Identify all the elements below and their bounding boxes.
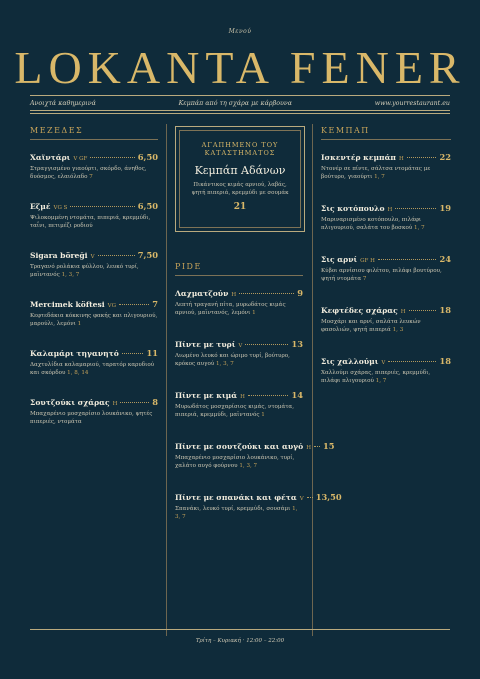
kebab-list xyxy=(321,152,451,385)
description-text: Μυρωδάτος μοσχαρίσιος κιμάς, ντομάτα, πιπεριά, κρεμμύδι, μαϊντανός xyxy=(175,404,294,418)
description-text: Ψιλοκομμένη ντομάτα, πιπεριά, κρεμμύδι, ταΐνι, πετιμέζι ροδιού xyxy=(30,215,151,229)
dietary-tag: H xyxy=(231,292,237,298)
kebab-column xyxy=(321,126,451,385)
menu-item-row xyxy=(175,288,303,298)
menu-item-row xyxy=(175,441,335,451)
column-divider-right xyxy=(312,124,313,636)
featured-description: Πικάντικος κιμάς αρνιού, λαβάς, ψητή πιπεριά, κρεμμύδι με σουμάκ xyxy=(191,182,289,196)
dot-leader xyxy=(395,208,436,209)
dot-leader xyxy=(120,402,149,403)
menu-item-name: Λαχματζούν xyxy=(175,289,229,298)
pide-heading-rule xyxy=(175,275,303,276)
allergen-codes: 1, 3, 7 xyxy=(216,361,234,367)
menu-item-row xyxy=(30,348,158,358)
dietary-tag: V xyxy=(238,343,243,349)
top-label: Μενού xyxy=(228,28,252,35)
menu-item-price: 22 xyxy=(439,152,451,162)
featured-dish-box xyxy=(175,126,305,232)
header-rule-bottom xyxy=(30,110,450,111)
dietary-tag: H xyxy=(398,156,404,162)
restaurant-title: LOKANTA FENER xyxy=(14,42,466,93)
menu-item-price: 18 xyxy=(439,356,451,366)
kebab-heading: ΚΕΜΠΑΠ xyxy=(321,126,370,135)
dietary-tag: V xyxy=(299,496,304,502)
website-link[interactable]: www.yourrestaurant.eu xyxy=(374,99,450,107)
menu-item-price: 6,50 xyxy=(137,152,158,162)
menu-item-name: Mercimek köftesi xyxy=(30,300,105,309)
menu-item xyxy=(30,397,158,426)
menu-item-row xyxy=(175,390,303,400)
allergen-codes: 1, 7 xyxy=(414,225,425,231)
dietary-tag: V GF xyxy=(73,156,88,162)
menu-item-name: Πίντε με σουτζούκι και αυγό xyxy=(175,442,304,451)
menu-item xyxy=(30,348,158,377)
description-text: Μαριναρισμένο κοτόπουλο, πιλάφι πλιγουριού, σαλάτα του βοσκού xyxy=(321,217,422,231)
meze-heading: ΜΕΖΕΔΕΣ xyxy=(30,126,84,135)
meze-list xyxy=(30,152,158,426)
pide-heading: PIDE xyxy=(175,262,202,271)
menu-item-price: 13,50 xyxy=(315,492,342,502)
menu-item-row xyxy=(30,250,158,260)
info-strip xyxy=(30,97,450,109)
menu-item-description xyxy=(321,369,451,385)
menu-item xyxy=(30,201,158,230)
menu-item-name: Κεφτέδες σχάρας xyxy=(321,306,398,315)
pide-list xyxy=(175,288,342,521)
meze-column xyxy=(30,126,158,426)
menu-item-price: 9 xyxy=(297,288,303,298)
menu-item-name: Πίντε με κιμά xyxy=(175,391,238,400)
menu-item-description xyxy=(321,267,451,283)
allergen-codes: 1, 3, 7 xyxy=(175,506,298,520)
dot-leader xyxy=(90,157,134,158)
menu-item-price: 6,50 xyxy=(137,201,158,211)
menu-item-description xyxy=(30,361,158,377)
menu-item-description xyxy=(175,403,303,419)
header-rule-top xyxy=(30,95,450,96)
description-text: Κύβοι αρνίσιου φιλέτου, πιλάφι βουτύρου, ψητή ντομάτα xyxy=(321,268,442,282)
allergen-codes: 7 xyxy=(362,276,367,282)
menu-item-description xyxy=(321,216,451,232)
allergen-codes: 1, 8, 14 xyxy=(67,370,89,376)
menu-item xyxy=(175,390,303,419)
description-text: Μπαχαρένιο μοσχαρίσιο λουκάνικο, τυρί, χαλάτο αυγό φούρνου xyxy=(175,455,295,469)
menu-item-description xyxy=(30,312,158,328)
menu-item xyxy=(321,203,451,232)
allergen-codes: 7 xyxy=(89,174,93,180)
menu-item-price: 14 xyxy=(291,390,303,400)
menu-item xyxy=(321,305,451,334)
menu-item-description xyxy=(175,301,303,317)
dot-leader xyxy=(378,259,437,260)
menu-item-price: 18 xyxy=(439,305,451,315)
dot-leader xyxy=(407,157,437,158)
description-text: Ντονέρ σε πίντε, σάλτσα ντομάτας με βούτυρο, γιαούρτι xyxy=(321,166,431,180)
menu-item xyxy=(30,299,158,328)
featured-price: 21 xyxy=(233,202,247,212)
menu-item-row xyxy=(30,397,158,407)
menu-item-row xyxy=(321,356,451,366)
menu-item-name: Πίντε με σπανάκι και φέτα xyxy=(175,493,297,502)
menu-item-name: Ισκεντέρ κεμπάπ xyxy=(321,153,396,162)
allergen-codes: 1 xyxy=(77,321,82,327)
dot-leader xyxy=(314,446,320,447)
allergen-codes: 1 xyxy=(252,310,256,316)
menu-item-description xyxy=(30,263,158,279)
menu-item-price: 8 xyxy=(152,397,158,407)
menu-item-name: Σις κοτόπουλο xyxy=(321,204,385,213)
opening-note: Ανοιχτά καθημερινά xyxy=(30,99,96,107)
dietary-tag: H xyxy=(306,445,312,451)
allergen-codes: 1, 3, 7 xyxy=(239,463,258,469)
menu-item-name: Εζμέ xyxy=(30,202,51,211)
column-divider-left xyxy=(166,124,167,636)
description-text: Στραγγισμένο γιαούρτι, σκόρδο, άνηθος, δυόσμος, ελαιόλαδο xyxy=(30,166,147,180)
kebab-heading-rule xyxy=(321,139,451,140)
dietary-tag: V xyxy=(90,254,95,260)
description-text: Μπαχαρένιο μοσχαρίσιο λουκάνικο, ψητές πιπεριές, ντομάτα xyxy=(30,411,153,425)
dietary-tag: GF H xyxy=(360,258,375,264)
menu-item-price: 24 xyxy=(439,254,451,264)
menu-item-price: 15 xyxy=(323,441,335,451)
dietary-tag: H xyxy=(400,309,406,315)
footer-rule xyxy=(30,629,450,630)
featured-heading: ΑΓΑΠΗΜΕΝΟ ΤΟΥ ΚΑΤΑΣΤΗΜΑΤΟΣ xyxy=(201,141,279,157)
menu-item-description xyxy=(175,454,303,470)
menu-item xyxy=(321,152,451,181)
dietary-tag: VG S xyxy=(53,205,68,211)
allergen-codes: 1, 7 xyxy=(375,378,387,384)
menu-item-name: Πίντε με τυρί xyxy=(175,340,236,349)
menu-item-name: Χαϊντάρι xyxy=(30,153,71,162)
description-text: Τραγανό ρολάκια φύλλου, λευκό τυρί, μαϊντανός xyxy=(30,264,139,278)
menu-item xyxy=(321,356,451,385)
dot-leader xyxy=(307,497,313,498)
description-text: Κεφτεδάκια κόκκινης φακής και πλιγουριού, μαρούλι, λεμόνι xyxy=(30,313,158,327)
menu-item-description xyxy=(30,165,158,181)
menu-item xyxy=(175,339,303,368)
header-rule-bottom-2 xyxy=(30,113,450,114)
grill-note: Κεμπάπ από τη σχάρα με κάρβουνα xyxy=(178,99,292,107)
menu-item-description xyxy=(175,352,303,368)
menu-item-price: 13 xyxy=(291,339,303,349)
menu-item-row xyxy=(321,305,451,315)
dietary-tag: VG xyxy=(107,303,116,309)
menu-item-description xyxy=(30,214,158,230)
menu-item xyxy=(30,152,158,181)
opening-hours: Τρίτη – Κυριακή · 12:00 – 22:00 xyxy=(195,638,285,644)
menu-item-price: 11 xyxy=(146,348,158,358)
menu-item-name: Sigara böreği xyxy=(30,251,88,260)
allergen-codes: 1, 3, 7 xyxy=(61,272,80,278)
dietary-tag: H xyxy=(240,394,245,400)
description-text: Λεπτή τραγανή πίτα, μυρωδάτος κιμάς αρνιού, μαϊντανός, λεμόνι xyxy=(175,302,286,316)
dot-leader xyxy=(248,395,289,396)
menu-item-row xyxy=(175,339,303,349)
featured-name: Κεμπάπ Αδάνων xyxy=(194,164,286,177)
description-text: Δαχτυλίδια καλαμαριού, ταρατόρ καρυδιού και σκόρδου xyxy=(30,362,155,376)
dot-leader xyxy=(98,255,135,256)
menu-item-price: 7,50 xyxy=(137,250,158,260)
description-text: Μοσχάρι και αρνί, σαλάτα λευκών φασολιών, ψητή πιπεριά xyxy=(321,319,421,333)
dot-leader xyxy=(70,206,134,207)
dot-leader xyxy=(122,353,144,354)
menu-item-description xyxy=(175,505,303,521)
menu-item-price: 19 xyxy=(439,203,451,213)
dot-leader xyxy=(388,361,436,362)
allergen-codes: 1, 3 xyxy=(392,327,404,333)
menu-item-name: Καλαμάρι τηγανητό xyxy=(30,349,119,358)
menu-item-description xyxy=(30,410,158,426)
menu-item-description xyxy=(321,165,451,181)
menu-item xyxy=(321,254,451,283)
menu-item-name: Σουτζούκι σχάρας xyxy=(30,398,110,407)
description-text: Σπανάκι, λευκό τυρί, κρεμμύδι, σουσάμι xyxy=(175,506,291,512)
menu-item-row xyxy=(321,203,451,213)
dietary-tag: H xyxy=(387,207,393,213)
dot-leader xyxy=(239,293,294,294)
menu-item-row xyxy=(30,299,158,309)
allergen-codes: 1 xyxy=(261,412,265,418)
menu-item-name: Σις αρνί xyxy=(321,255,358,264)
menu-item xyxy=(175,441,335,470)
menu-item-row xyxy=(30,152,158,162)
description-text: Χαλλούμι σχάρας, πιπεριές, κρεμμύδι, πιλάφι πλιγουριού xyxy=(321,370,431,384)
menu-item-description xyxy=(321,318,451,334)
menu-item-name: Σις χαλλούμι xyxy=(321,357,379,366)
dot-leader xyxy=(409,310,437,311)
dietary-tag: H xyxy=(112,401,118,407)
meze-heading-rule xyxy=(30,139,158,140)
allergen-codes: 1, 7 xyxy=(374,174,385,180)
menu-item xyxy=(30,250,158,279)
menu-item-row xyxy=(321,152,451,162)
description-text: Λιωμένο λευκό και ώριμο τυρί, βούτυρο, κρόκος αυγού xyxy=(175,353,290,367)
dietary-tag: V xyxy=(381,360,386,366)
dot-leader xyxy=(119,304,149,305)
menu-item xyxy=(175,288,303,317)
menu-item-row xyxy=(175,492,342,502)
dot-leader xyxy=(245,344,288,345)
menu-item-row xyxy=(321,254,451,264)
menu-item-row xyxy=(30,201,158,211)
menu-item xyxy=(175,492,342,521)
menu-item-price: 7 xyxy=(152,299,158,309)
pide-column xyxy=(175,262,342,521)
